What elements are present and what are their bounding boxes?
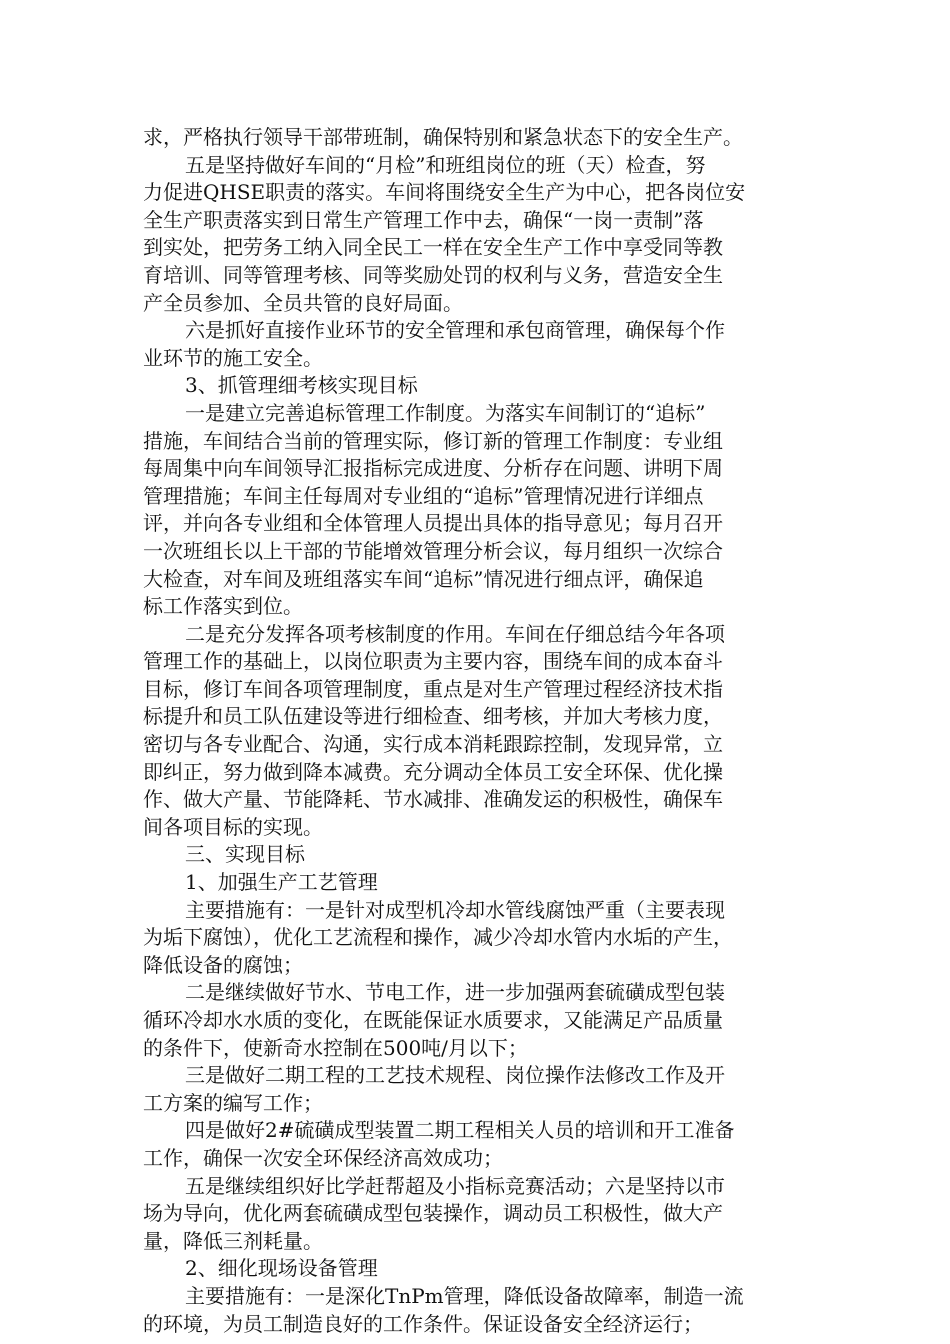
document-body xyxy=(143,124,811,1338)
text-line: 标提升和员工队伍建设等进行细检查、细考核，并加大考核力度， xyxy=(143,704,723,729)
text-line: 一是建立完善追标管理工作制度。为落实车间制订的“追标” xyxy=(185,400,706,425)
text-line: 产全员参加、全员共管的良好局面。 xyxy=(143,290,463,315)
text-line: 作、做大产量、节能降耗、节水减排、准确发运的积极性，确保车 xyxy=(143,787,723,812)
text-line: 业环节的施工安全。 xyxy=(143,345,323,370)
text-line: 力促进QHSE职责的落实。车间将围绕安全生产为中心，把各岗位安 xyxy=(143,180,746,205)
text-line: 到实处，把劳务工纳入同全民工一样在安全生产工作中享受同等教 xyxy=(143,235,723,260)
text-line: 三、实现目标 xyxy=(185,842,305,867)
text-line: 二是充分发挥各项考核制度的作用。车间在仔细总结今年各项 xyxy=(185,621,725,646)
text-line: 主要措施有：一是针对成型机冷却水管线腐蚀严重（主要表现 xyxy=(185,897,725,922)
text-line: 主要措施有：一是深化TnPm管理，降低设备故障率，制造一流 xyxy=(185,1283,744,1308)
text-line: 目标，修订车间各项管理制度，重点是对生产管理过程经济技术指 xyxy=(143,676,723,701)
text-line: 措施，车间结合当前的管理实际，修订新的管理工作制度：专业组 xyxy=(143,428,723,453)
text-line: 间各项目标的实现。 xyxy=(143,814,323,839)
text-line: 的环境，为员工制造良好的工作条件。保证设备安全经济运行； xyxy=(143,1311,703,1336)
text-line: 2、细化现场设备管理 xyxy=(185,1256,378,1281)
text-line: 工方案的编写工作； xyxy=(143,1090,323,1115)
text-line: 即纠正，努力做到降本减费。充分调动全体员工安全环保、优化操 xyxy=(143,759,723,784)
text-line: 每周集中向车间领导汇报指标完成进度、分析存在问题、讲明下周 xyxy=(143,456,723,481)
text-line: 标工作落实到位。 xyxy=(143,594,303,619)
text-line: 求，严格执行领导干部带班制，确保特别和紧急状态下的安全生产。 xyxy=(143,125,743,149)
text-line: 六是抓好直接作业环节的安全管理和承包商管理，确保每个作 xyxy=(185,318,725,343)
text-line: 五是坚持做好车间的“月检”和班组岗位的班（天）检查，努 xyxy=(185,152,706,177)
text-line: 场为导向，优化两套硫磺成型包装操作，调动员工积极性，做大产 xyxy=(143,1201,723,1226)
text-line: 降低设备的腐蚀； xyxy=(143,952,303,977)
text-line: 评，并向各专业组和全体管理人员提出具体的指导意见；每月召开 xyxy=(143,511,723,536)
text-line: 的条件下，使新奇水控制在500吨/月以下； xyxy=(143,1035,528,1060)
text-line: 量，降低三剂耗量。 xyxy=(143,1228,323,1253)
text-line: 管理工作的基础上，以岗位职责为主要内容，围绕车间的成本奋斗 xyxy=(143,649,723,674)
text-line: 二是继续做好节水、节电工作，进一步加强两套硫磺成型包装 xyxy=(185,980,725,1005)
text-line: 管理措施；车间主任每周对专业组的“追标”管理情况进行详细点 xyxy=(143,483,704,508)
text-line: 三是做好二期工程的工艺技术规程、岗位操作法修改工作及开 xyxy=(185,1063,725,1088)
text-line: 四是做好2#硫磺成型装置二期工程相关人员的培训和开工准备 xyxy=(185,1118,735,1143)
text-line: 为垢下腐蚀），优化工艺流程和操作，减少冷却水管内水垢的产生， xyxy=(143,925,733,950)
text-line: 循环冷却水水质的变化，在既能保证水质要求，又能满足产品质量 xyxy=(143,1008,723,1032)
text-line: 育培训、同等管理考核、同等奖励处罚的权利与义务，营造安全生 xyxy=(143,262,723,287)
text-line: 密切与各专业配合、沟通，实行成本消耗跟踪控制，发现异常，立 xyxy=(143,732,723,757)
text-line: 一次班组长以上干部的节能增效管理分析会议，每月组织一次综合 xyxy=(143,538,723,563)
text-line: 工作，确保一次安全环保经济高效成功； xyxy=(143,1145,503,1170)
text-line: 1、加强生产工艺管理 xyxy=(185,870,378,895)
text-line: 大检查，对车间及班组落实车间“追标”情况进行细点评，确保追 xyxy=(143,566,704,591)
text-line: 全生产职责落实到日常生产管理工作中去，确保“一岗一责制”落 xyxy=(143,207,704,232)
text-line: 五是继续组织好比学赶帮超及小指标竞赛活动；六是坚持以市 xyxy=(185,1173,725,1198)
text-line: 3、抓管理细考核实现目标 xyxy=(185,373,418,398)
